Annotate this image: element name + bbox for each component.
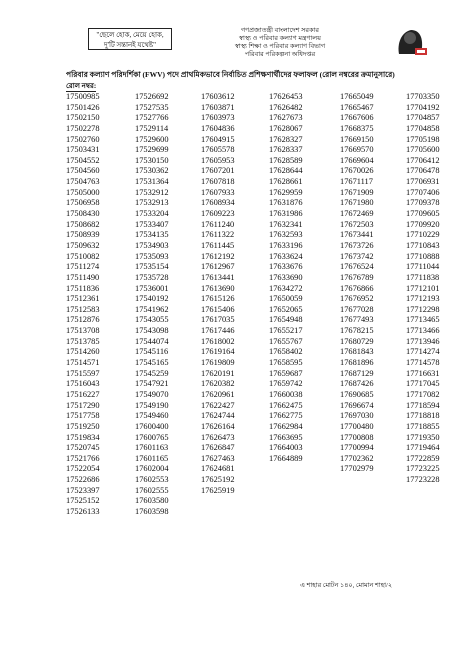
roll-number: 17626453 <box>269 92 303 101</box>
roll-number: 17544074 <box>135 336 169 346</box>
roll-number: 17511490 <box>66 272 100 282</box>
roll-number: 17612192 <box>201 251 235 261</box>
roll-number: 17521766 <box>66 453 100 463</box>
roll-number: 17633676 <box>269 262 303 272</box>
notice-title: পরিবার কল্যাণ পরিদর্শিকা (FWV) পদে প্রাথমিকভাবে নির্বাচিত প্রশিক্ষণার্থীদের ফলাফল (রোল নম্বরের ক্রমানুসারে) <box>66 70 395 79</box>
roll-number: 17517758 <box>66 411 100 421</box>
roll-number: 17713466 <box>406 326 440 336</box>
roll-number: 17626164 <box>201 421 235 431</box>
roll-number: 17603580 <box>135 496 169 506</box>
roll-number: 17529114 <box>135 123 169 133</box>
header-line-2: স্বাস্থ্য ও পরিবার কল্যাণ মন্ত্রণালয় <box>239 35 321 42</box>
roll-number: 17513708 <box>66 326 100 336</box>
roll-number: 17508430 <box>66 209 100 219</box>
roll-number: 17717045 <box>406 379 440 389</box>
roll-number: 17676952 <box>340 294 374 304</box>
roll-number: 17629959 <box>269 187 303 197</box>
roll-number: 17620191 <box>201 368 235 378</box>
roll-number: 17710843 <box>406 240 440 250</box>
roll-number: 17673441 <box>340 230 374 240</box>
roll-number: 17605578 <box>201 145 235 155</box>
roll-number: 17717082 <box>406 389 440 399</box>
roll-number: 17526692 <box>135 92 169 101</box>
roll-number: 17510082 <box>66 251 100 261</box>
roll-number: 17626473 <box>201 432 235 442</box>
roll-number: 17633624 <box>269 251 303 261</box>
header-line-3: স্বাস্থ্য শিক্ষা ও পরিবার কল্যাণ বিভাগ <box>234 43 326 50</box>
roll-number: 17535093 <box>135 251 169 261</box>
roll-number: 17534903 <box>135 240 169 250</box>
roll-number: 17627463 <box>201 453 235 463</box>
roll-number: 17517290 <box>66 400 100 410</box>
roll-number: 17654948 <box>269 315 303 325</box>
roll-number: 17711838 <box>406 272 440 282</box>
roll-number: 17508682 <box>66 219 100 229</box>
roll-number: 17609223 <box>201 209 235 219</box>
roll-number: 17533407 <box>135 219 169 229</box>
roll-number: 17611322 <box>201 230 235 240</box>
roll-number: 17662984 <box>269 421 303 431</box>
roll-number: 17536001 <box>135 283 169 293</box>
roll-number: 17613690 <box>201 283 235 293</box>
roll-number: 17672469 <box>340 209 374 219</box>
roll-number: 17652065 <box>269 304 303 314</box>
roll-number: 17603598 <box>135 506 169 516</box>
roll-number: 17627673 <box>269 113 303 123</box>
roll-number: 17690685 <box>340 389 374 399</box>
roll-number: 17535728 <box>135 272 169 282</box>
roll-column-3 <box>201 92 271 496</box>
roll-number: 17506958 <box>66 198 100 208</box>
roll-number: 17628337 <box>269 145 303 155</box>
roll-number: 17545259 <box>135 368 169 378</box>
roll-number: 17632593 <box>269 230 303 240</box>
roll-number: 17669570 <box>340 145 374 155</box>
roll-number: 17603871 <box>201 102 235 112</box>
roll-number: 17502150 <box>66 113 100 123</box>
roll-number: 17625919 <box>201 485 235 495</box>
roll-number: 17687129 <box>340 368 374 378</box>
roll-number: 17603612 <box>201 92 235 101</box>
roll-number: 17619809 <box>201 358 235 368</box>
roll-number: 17607201 <box>201 166 235 176</box>
roll-number: 17611445 <box>201 240 235 250</box>
roll-column-6 <box>406 92 474 486</box>
roll-number: 17502278 <box>66 123 100 133</box>
roll-number: 17604915 <box>201 134 235 144</box>
roll-number: 17662475 <box>269 400 303 410</box>
roll-number: 17670026 <box>340 166 374 176</box>
roll-number: 17631986 <box>269 209 303 219</box>
roll-number: 17703350 <box>406 92 440 101</box>
roll-number: 17526133 <box>66 506 100 516</box>
roll-number: 17718818 <box>406 411 440 421</box>
roll-number: 17503431 <box>66 145 100 155</box>
roll-number: 17650059 <box>269 294 303 304</box>
roll-number: 17631876 <box>269 198 303 208</box>
roll-number: 17501426 <box>66 102 100 112</box>
roll-number: 17702979 <box>340 464 374 474</box>
roll-number: 17500985 <box>66 92 100 101</box>
roll-number: 17713465 <box>406 315 440 325</box>
roll-number: 17673726 <box>340 240 374 250</box>
roll-number: 17710888 <box>406 251 440 261</box>
roll-column-5 <box>340 92 410 475</box>
roll-number: 17519250 <box>66 421 100 431</box>
roll-number: 17608934 <box>201 198 235 208</box>
slogan-line-1: "ছেলে হোক, মেয়ে হোক, <box>96 31 164 39</box>
roll-number: 17676789 <box>340 272 374 282</box>
roll-number: 17716631 <box>406 368 440 378</box>
roll-number: 17505000 <box>66 187 100 197</box>
roll-number: 17659687 <box>269 368 303 378</box>
roll-number: 17628589 <box>269 155 303 165</box>
roll-number: 17605953 <box>201 155 235 165</box>
roll-number: 17523397 <box>66 485 100 495</box>
roll-number: 17687426 <box>340 379 374 389</box>
roll-number: 17624681 <box>201 464 235 474</box>
roll-number: 17655217 <box>269 326 303 336</box>
roll-number: 17714274 <box>406 347 440 357</box>
roll-number: 17502760 <box>66 134 100 144</box>
roll-number: 17664003 <box>269 443 303 453</box>
roll-number: 17530150 <box>135 155 169 165</box>
roll-number: 17514260 <box>66 347 100 357</box>
roll-number: 17700480 <box>340 421 374 431</box>
roll-number: 17680729 <box>340 336 374 346</box>
roll-number: 17706412 <box>406 155 440 165</box>
roll-number: 17662775 <box>269 411 303 421</box>
roll-number: 17508939 <box>66 230 100 240</box>
roll-number: 17626847 <box>201 443 235 453</box>
roll-number: 17600765 <box>135 432 169 442</box>
roll-number: 17719464 <box>406 443 440 453</box>
roll-number: 17658402 <box>269 347 303 357</box>
roll-number: 17612967 <box>201 262 235 272</box>
roll-number: 17622427 <box>201 400 235 410</box>
roll-number: 17620961 <box>201 389 235 399</box>
roll-number: 17516227 <box>66 389 100 399</box>
roll-number: 17619164 <box>201 347 235 357</box>
roll-number: 17617035 <box>201 315 235 325</box>
roll-number: 17522686 <box>66 475 100 485</box>
roll-number: 17628067 <box>269 123 303 133</box>
roll-number: 17509632 <box>66 240 100 250</box>
roll-number: 17512876 <box>66 315 100 325</box>
roll-number: 17711044 <box>406 262 440 272</box>
roll-number: 17713946 <box>406 336 440 346</box>
roll-number: 17677028 <box>340 304 374 314</box>
roll-number: 17722859 <box>406 453 440 463</box>
roll-number: 17669604 <box>340 155 374 165</box>
roll-number: 17709605 <box>406 209 440 219</box>
roll-number: 17504763 <box>66 177 100 187</box>
roll-number: 17705600 <box>406 145 440 155</box>
roll-number: 17547921 <box>135 379 169 389</box>
roll-number: 17709378 <box>406 198 440 208</box>
roll-number: 17718594 <box>406 400 440 410</box>
roll-number: 17712193 <box>406 294 440 304</box>
header-line-1: গণপ্রজাতন্ত্রী বাংলাদেশ সরকার <box>240 27 320 34</box>
roll-number: 17527535 <box>135 102 169 112</box>
roll-number: 17516043 <box>66 379 100 389</box>
roll-number: 17519834 <box>66 432 100 442</box>
roll-number: 17618002 <box>201 336 235 346</box>
roll-number: 17604836 <box>201 123 235 133</box>
roll-number: 17704192 <box>406 102 440 112</box>
roll-number: 17681843 <box>340 347 374 357</box>
roll-number: 17671909 <box>340 187 374 197</box>
roll-number: 17634272 <box>269 283 303 293</box>
roll-number: 17512583 <box>66 304 100 314</box>
roll-number: 17549190 <box>135 400 169 410</box>
roll-number: 17719350 <box>406 432 440 442</box>
roll-number: 17513785 <box>66 336 100 346</box>
roll-number: 17511274 <box>66 262 100 272</box>
roll-number: 17540192 <box>135 294 169 304</box>
roll-number: 17511836 <box>66 283 100 293</box>
roll-number: 17676524 <box>340 262 374 272</box>
roll-column-1 <box>66 92 136 518</box>
roll-number: 17527766 <box>135 113 169 123</box>
roll-number: 17664889 <box>269 453 303 463</box>
roll-number: 17669150 <box>340 134 374 144</box>
roll-number: 17706931 <box>406 177 440 187</box>
roll-number: 17668375 <box>340 123 374 133</box>
roll-number: 17532913 <box>135 198 169 208</box>
roll-number: 17665467 <box>340 102 374 112</box>
roll-number: 17671117 <box>340 177 373 187</box>
roll-number: 17633690 <box>269 272 303 282</box>
roll-number: 17602555 <box>135 485 169 495</box>
roll-number: 17628327 <box>269 134 303 144</box>
roll-number: 17700808 <box>340 432 374 442</box>
roll-number: 17702362 <box>340 453 374 463</box>
roll-number: 17633196 <box>269 240 303 250</box>
roll-column-4 <box>269 92 339 464</box>
roll-number: 17655767 <box>269 336 303 346</box>
roll-number: 17626482 <box>269 102 303 112</box>
roll-number: 17671980 <box>340 198 374 208</box>
roll-number: 17678215 <box>340 326 374 336</box>
roll-number: 17672503 <box>340 219 374 229</box>
roll-number: 17512361 <box>66 294 100 304</box>
roll-number: 17533204 <box>135 209 169 219</box>
roll-column-2 <box>135 92 205 518</box>
roll-number: 17520745 <box>66 443 100 453</box>
roll-number: 17531364 <box>135 177 169 187</box>
roll-number: 17667606 <box>340 113 374 123</box>
slogan-line-2: দু'টি সন্তানই যথেষ্ট" <box>104 41 156 49</box>
roll-number: 17710229 <box>406 230 440 240</box>
roll-number: 17658595 <box>269 358 303 368</box>
roll-number: 17522054 <box>66 464 100 474</box>
roll-number: 17529600 <box>135 134 169 144</box>
roll-number-heading: রোল নম্বর: <box>66 82 97 90</box>
roll-number: 17617446 <box>201 326 235 336</box>
roll-number: 17663695 <box>269 432 303 442</box>
roll-number: 17632341 <box>269 219 303 229</box>
roll-number: 17607818 <box>201 177 235 187</box>
roll-number: 17514571 <box>66 358 100 368</box>
roll-number: 17545116 <box>135 347 169 357</box>
roll-number: 17704858 <box>406 123 440 133</box>
roll-number: 17549070 <box>135 389 169 399</box>
roll-number: 17611240 <box>201 219 235 229</box>
roll-number: 17718855 <box>406 421 440 431</box>
roll-number: 17704857 <box>406 113 440 123</box>
roll-number: 17543098 <box>135 326 169 336</box>
roll-number: 17534135 <box>135 230 169 240</box>
roll-number: 17504552 <box>66 155 100 165</box>
slogan-box <box>88 28 172 50</box>
roll-number: 17624744 <box>201 411 235 421</box>
roll-number: 17613441 <box>201 272 235 282</box>
roll-number: 17659742 <box>269 379 303 389</box>
roll-number: 17723225 <box>406 464 440 474</box>
roll-number: 17532912 <box>135 187 169 197</box>
roll-number: 17549460 <box>135 411 169 421</box>
roll-number: 17504560 <box>66 166 100 176</box>
roll-number: 17625192 <box>201 475 235 485</box>
roll-number: 17600400 <box>135 421 169 431</box>
roll-number: 17681896 <box>340 358 374 368</box>
government-header <box>180 27 380 59</box>
roll-number: 17545165 <box>135 358 169 368</box>
roll-number: 17620382 <box>201 379 235 389</box>
roll-number: 17676866 <box>340 283 374 293</box>
roll-number: 17706478 <box>406 166 440 176</box>
roll-number: 17709920 <box>406 219 440 229</box>
roll-number: 17525152 <box>66 496 100 506</box>
roll-number: 17603973 <box>201 113 235 123</box>
roll-number: 17628644 <box>269 166 303 176</box>
roll-number: 17515597 <box>66 368 100 378</box>
roll-number: 17530362 <box>135 166 169 176</box>
header-line-4: পরিবার পরিকল্পনা অধিদপ্তর <box>244 51 316 58</box>
roll-number: 17535154 <box>135 262 169 272</box>
roll-number: 17602004 <box>135 464 169 474</box>
roll-number: 17677493 <box>340 315 374 325</box>
roll-number: 17723228 <box>406 475 440 485</box>
roll-number: 17660038 <box>269 389 303 399</box>
roll-number: 17529699 <box>135 145 169 155</box>
roll-number: 17707406 <box>406 187 440 197</box>
footer-note: এ শাহার মোটন ১৪০, মোমান শাহা/২ <box>300 582 393 589</box>
roll-number: 17712298 <box>406 304 440 314</box>
roll-number: 17697030 <box>340 411 374 421</box>
roll-number: 17700994 <box>340 443 374 453</box>
roll-number: 17628661 <box>269 177 303 187</box>
portrait-logo <box>391 24 429 58</box>
roll-number: 17712101 <box>406 283 440 293</box>
roll-number: 17601163 <box>135 443 169 453</box>
roll-number: 17543055 <box>135 315 169 325</box>
roll-number: 17705198 <box>406 134 440 144</box>
roll-number: 17601165 <box>135 453 169 463</box>
roll-number: 17714578 <box>406 358 440 368</box>
roll-number: 17541962 <box>135 304 169 314</box>
roll-number: 17696674 <box>340 400 374 410</box>
roll-number: 17615126 <box>201 294 235 304</box>
roll-number: 17615406 <box>201 304 235 314</box>
roll-number: 17602553 <box>135 475 169 485</box>
roll-number: 17665049 <box>340 92 374 101</box>
roll-number: 17607933 <box>201 187 235 197</box>
roll-number: 17673742 <box>340 251 374 261</box>
